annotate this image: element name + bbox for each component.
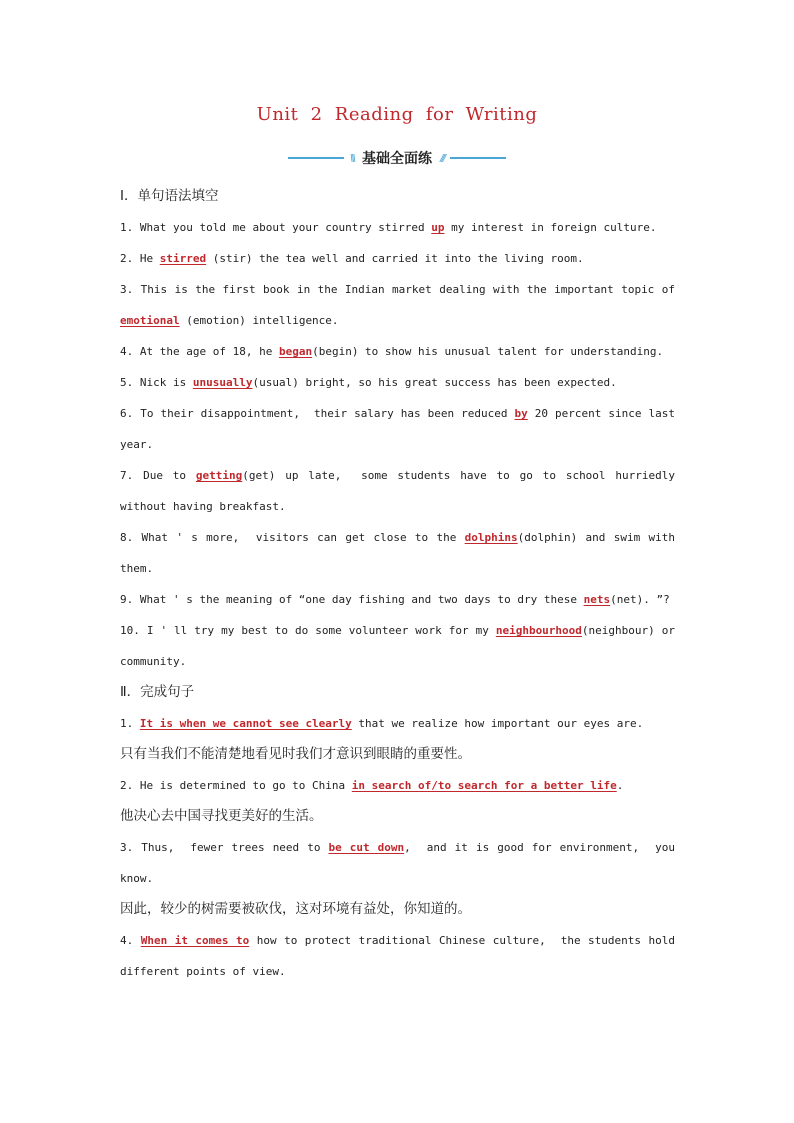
question-3 [120, 274, 682, 336]
question-text: 4. At the age of 18, he [120, 345, 279, 358]
question-text: 5. Nick is [120, 376, 193, 389]
question-text: 9. What ' s the meaning of “one day fishing and two days to dry these [120, 593, 584, 606]
answer: up [431, 221, 445, 234]
answer: When it comes to [140, 934, 250, 947]
banner-right-slashes: /// [440, 152, 445, 164]
question-text: 10. I ' ll try my best to do some volunteer work for my [120, 624, 496, 637]
question-4 [120, 336, 675, 367]
question-text: 20 percent since last year. [120, 407, 682, 451]
banner-right-line [450, 157, 506, 159]
question-7 [120, 460, 682, 522]
answer: neighbourhood [495, 624, 582, 637]
question-text: 3. This is the first book in the Indian market dealing with the important topic of [120, 283, 682, 296]
question-text: 8. What ' s more, visitors can get close to the [120, 531, 465, 544]
question-5 [120, 367, 675, 398]
question-10 [120, 615, 682, 677]
sentence-2 [120, 770, 675, 801]
sentence-1 [120, 708, 675, 739]
exercise-content [120, 181, 682, 987]
question-6 [120, 398, 682, 460]
sentence-4 [120, 925, 682, 987]
sentence-text: 2. He is determined to go to China [120, 779, 352, 792]
translation-1: 只有当我们不能清楚地看见时我们才意识到眼睛的重要性。 [120, 746, 471, 762]
banner-left-slashes: \\\ [349, 152, 354, 164]
answer: in search of/to search for a better life [351, 779, 617, 792]
question-9 [120, 584, 675, 615]
answer: nets [583, 593, 611, 606]
section-heading-1: Ⅰ．单句语法填空 [120, 188, 219, 204]
question-text: 2. He [120, 252, 160, 265]
sentence-text: 4. [120, 934, 141, 947]
question-text: (emotion) intelligence. [179, 314, 339, 327]
answer: dolphins [464, 531, 518, 544]
section-banner [0, 148, 794, 168]
section-heading-2: Ⅱ．完成句子 [120, 684, 195, 700]
sentence-text: how to protect traditional Chinese culture, the students hold different points of view. [120, 934, 682, 978]
question-8 [120, 522, 682, 584]
sentence-text: . [616, 779, 624, 792]
question-text: 7. Due to [120, 469, 196, 482]
answer: began [278, 345, 313, 358]
sentence-text: 1. [120, 717, 140, 730]
page-title: Unit 2 Reading for Writing [256, 104, 538, 125]
banner-text: 基础全面练 [362, 151, 432, 167]
answer: emotional [120, 314, 180, 327]
answer: stirred [159, 252, 207, 265]
question-text: (net). ”? [610, 593, 670, 606]
question-1 [120, 212, 675, 243]
sentence-text: , and it is good for environment, you know. [120, 841, 682, 885]
question-2 [120, 243, 675, 274]
sentence-3 [120, 832, 682, 894]
question-text: (neighbour) or community. [120, 624, 682, 668]
answer: by [514, 407, 528, 420]
question-text: 6. To their disappointment, their salary has been reduced [120, 407, 515, 420]
question-text: (get) up late, some students have to go to school hurriedly without having breakfast. [120, 469, 682, 513]
sentence-text: 3. Thus, fewer trees need to [120, 841, 329, 854]
answer: be cut down [328, 841, 405, 854]
question-text: (dolphin) and swim with them. [120, 531, 682, 575]
question-text: 1. What you told me about your country stirred [120, 221, 432, 234]
question-text: (begin) to show his unusual talent for understanding. [312, 345, 664, 358]
question-text: my interest in foreign culture. [444, 221, 657, 234]
answer: unusually [192, 376, 253, 389]
translation-3: 因此，较少的树需要被砍伐，这对环境有益处，你知道的。 [120, 901, 471, 917]
sentence-text: that we realize how important our eyes are. [351, 717, 644, 730]
banner-left-line [288, 157, 344, 159]
answer: It is when we cannot see clearly [139, 717, 352, 730]
answer: getting [195, 469, 243, 482]
question-text: (stir) the tea well and carried it into the living room. [206, 252, 584, 265]
translation-2: 他决心去中国寻找更美好的生活。 [120, 808, 323, 824]
question-text: (usual) bright, so his great success has been expected. [252, 376, 617, 389]
